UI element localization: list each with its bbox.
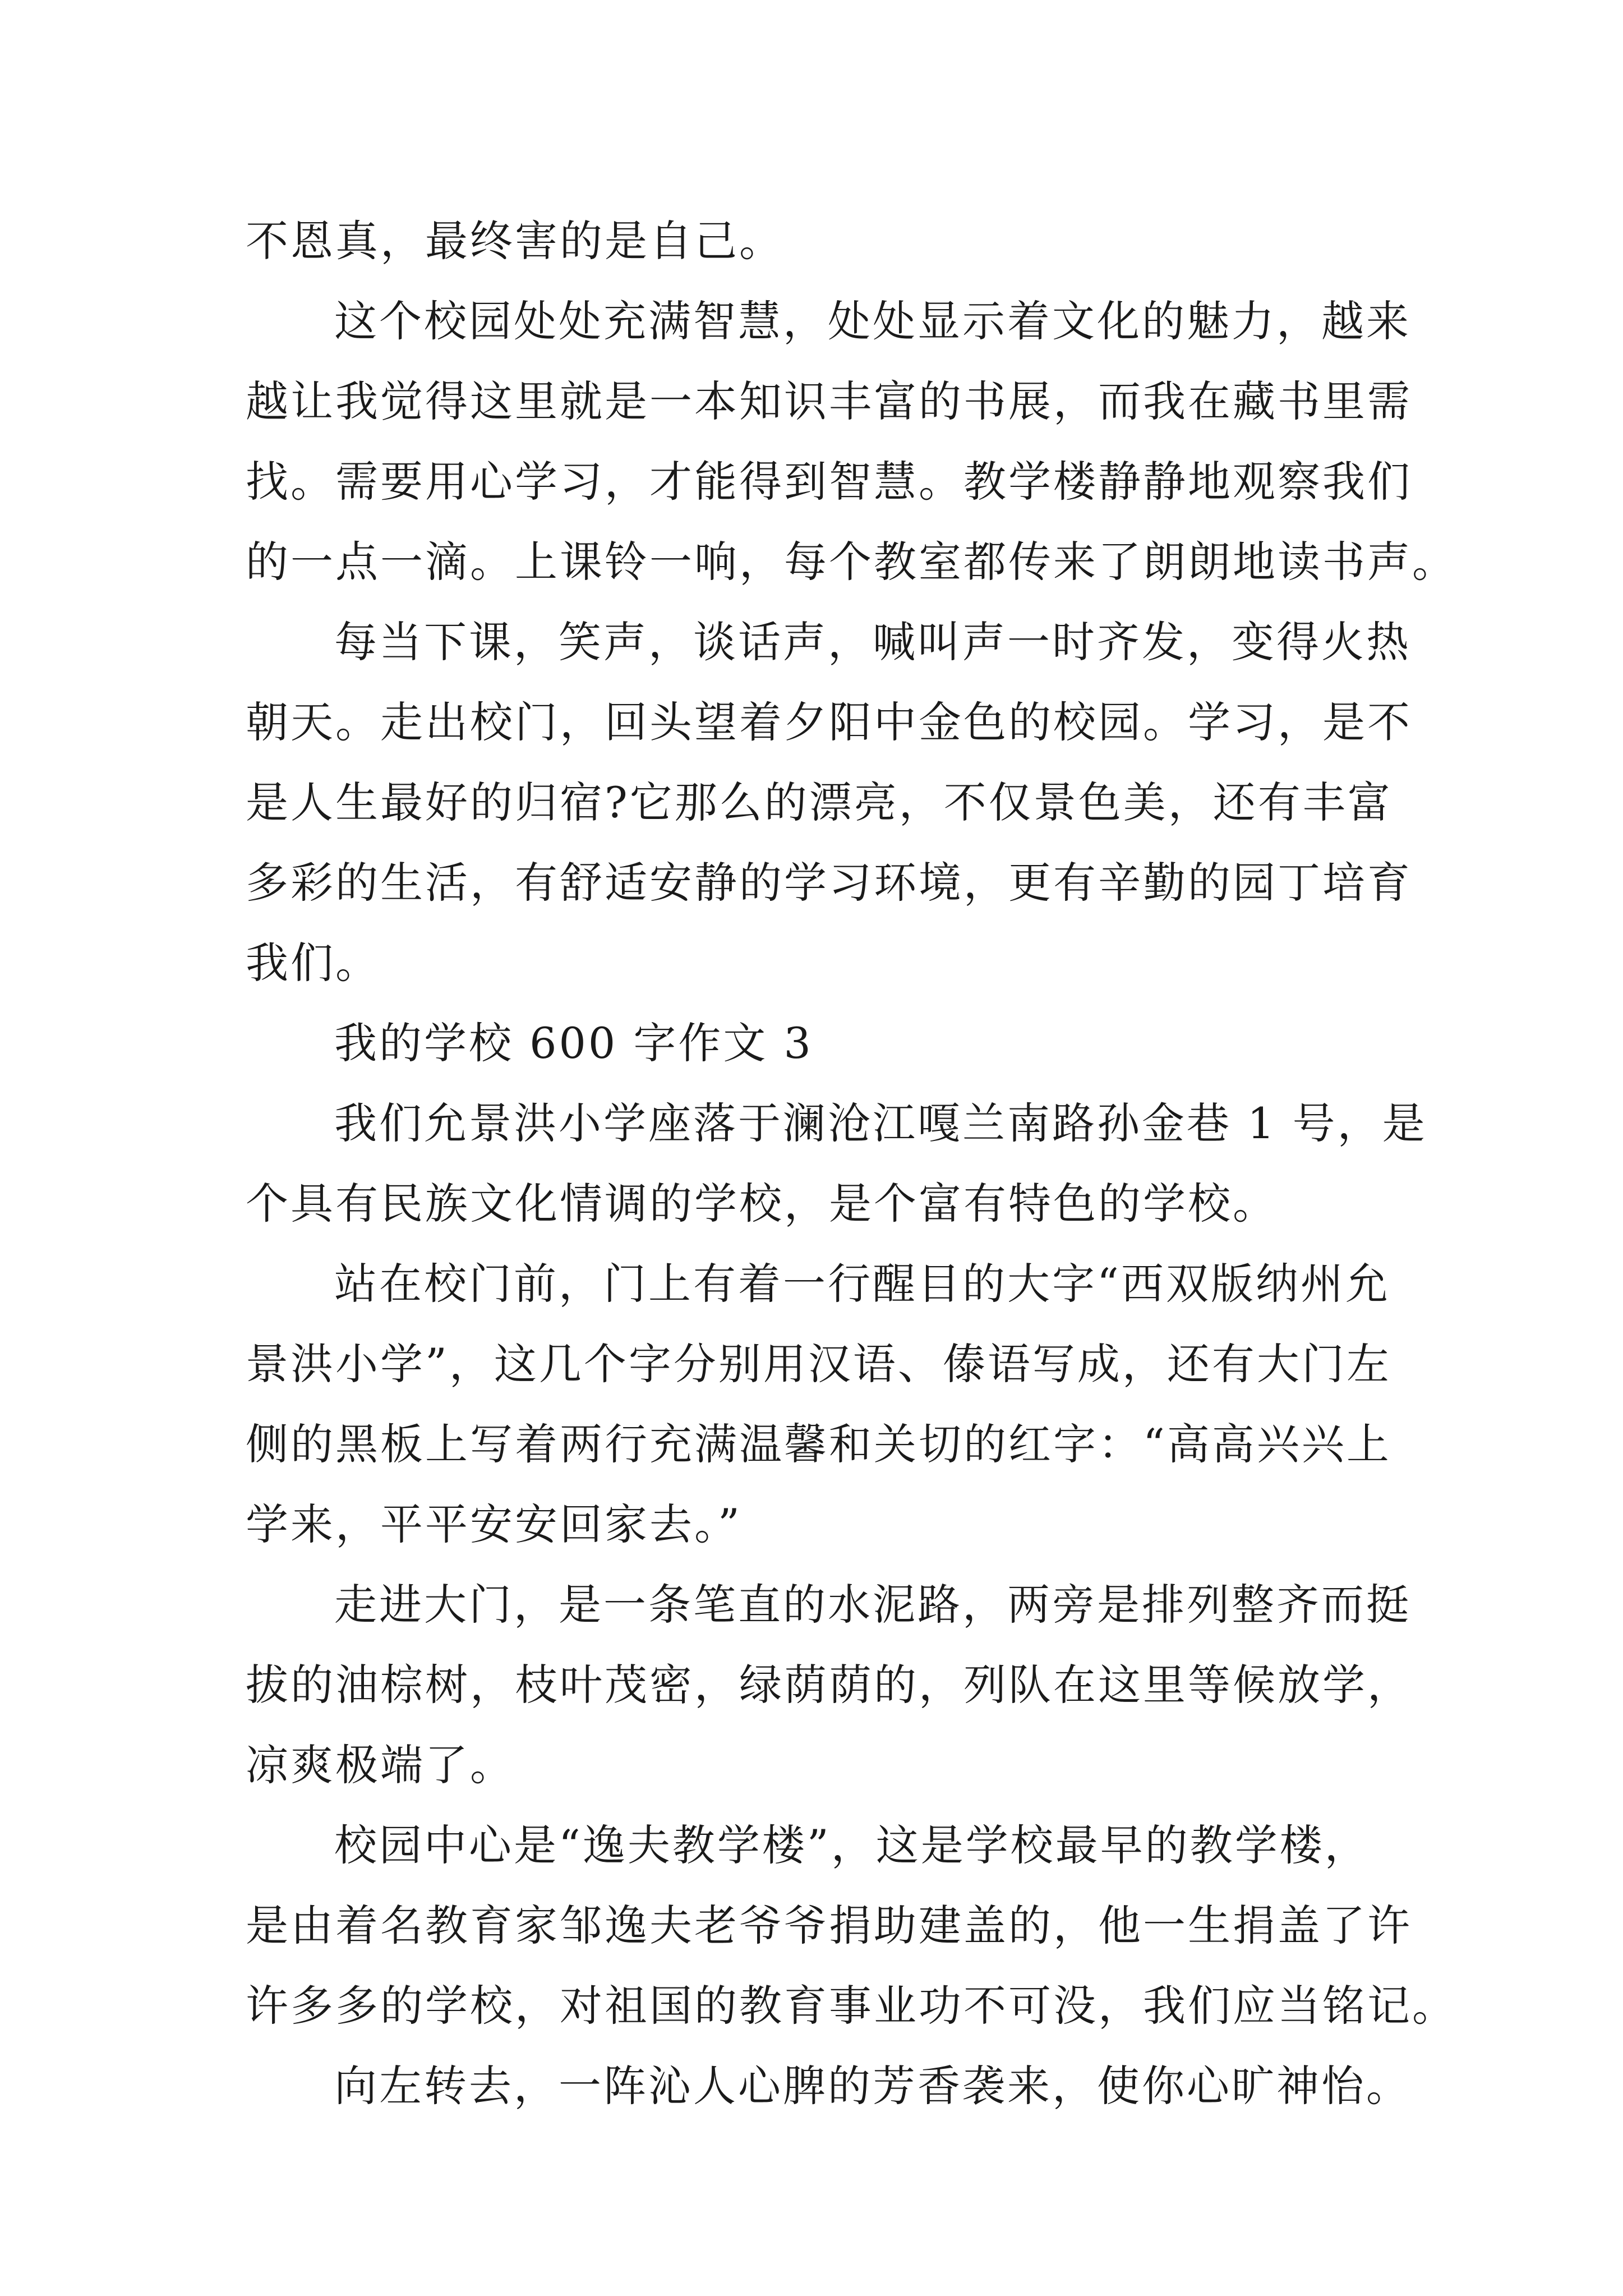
text-line: 多彩的生活，有舒适安静的学习环境，更有辛勤的园丁培育 [246,858,1412,908]
text-line: 找。需要用心学习，才能得到智慧。教学楼静静地观察我们 [246,457,1412,507]
text-line: 学来，平平安安回家去。” [246,1499,742,1549]
text-line: 校园中心是“逸夫教学楼”，这是学校最早的教学楼， [334,1820,1370,1870]
text-line: 越让我觉得这里就是一本知识丰富的书展，而我在藏书里需 [246,376,1412,426]
text-line: 我们。 [246,938,380,988]
text-line: 站在校门前，门上有着一行醒目的大字“西双版纳州允 [334,1259,1390,1309]
text-line: 侧的黑板上写着两行充满温馨和关切的红字：“高高兴兴上 [246,1419,1391,1469]
text-line: 景洪小学”，这几个字分别用汉语、傣语写成，还有大门左 [246,1339,1391,1389]
text-line: 每当下课，笑声，谈话声，喊叫声一时齐发，变得火热 [334,617,1411,667]
text-line: 拔的油棕树，枝叶茂密，绿荫荫的，列队在这里等候放学， [246,1660,1412,1710]
text-line: 我们允景洪小学座落于澜沧江嘎兰南路孙金巷 1 号，是 [334,1098,1427,1148]
text-line: 的一点一滴。上课铃一响，每个教室都传来了朗朗地读书声。 [246,537,1457,587]
text-line: 这个校园处处充满智慧，处处显示着文化的魅力，越来 [334,296,1411,346]
text-line: 许多多的学校，对祖国的教育事业功不可没，我们应当铭记。 [246,1981,1457,2031]
text-line: 个具有民族文化情调的学校，是个富有特色的学校。 [246,1179,1278,1228]
text-line: 朝天。走出校门，回头望着夕阳中金色的校园。学习，是不 [246,697,1412,747]
document-body [246,201,1457,2126]
text-line: 向左转去，一阵沁人心脾的芳香袭来，使你心旷神怡。 [334,2061,1411,2111]
text-line: 是人生最好的归宿?它那么的漂亮，不仅景色美，还有丰富 [246,777,1393,827]
section-heading: 我的学校 600 字作文 3 [334,1018,813,1068]
text-line: 不恩真，最终害的是自己。 [246,216,784,266]
text-line: 凉爽极端了。 [246,1740,515,1790]
text-line: 是由着名教育家邹逸夫老爷爷捐助建盖的，他一生捐盖了许 [246,1901,1412,1950]
text-line: 走进大门，是一条笔直的水泥路，两旁是排列整齐而挺 [334,1580,1411,1630]
